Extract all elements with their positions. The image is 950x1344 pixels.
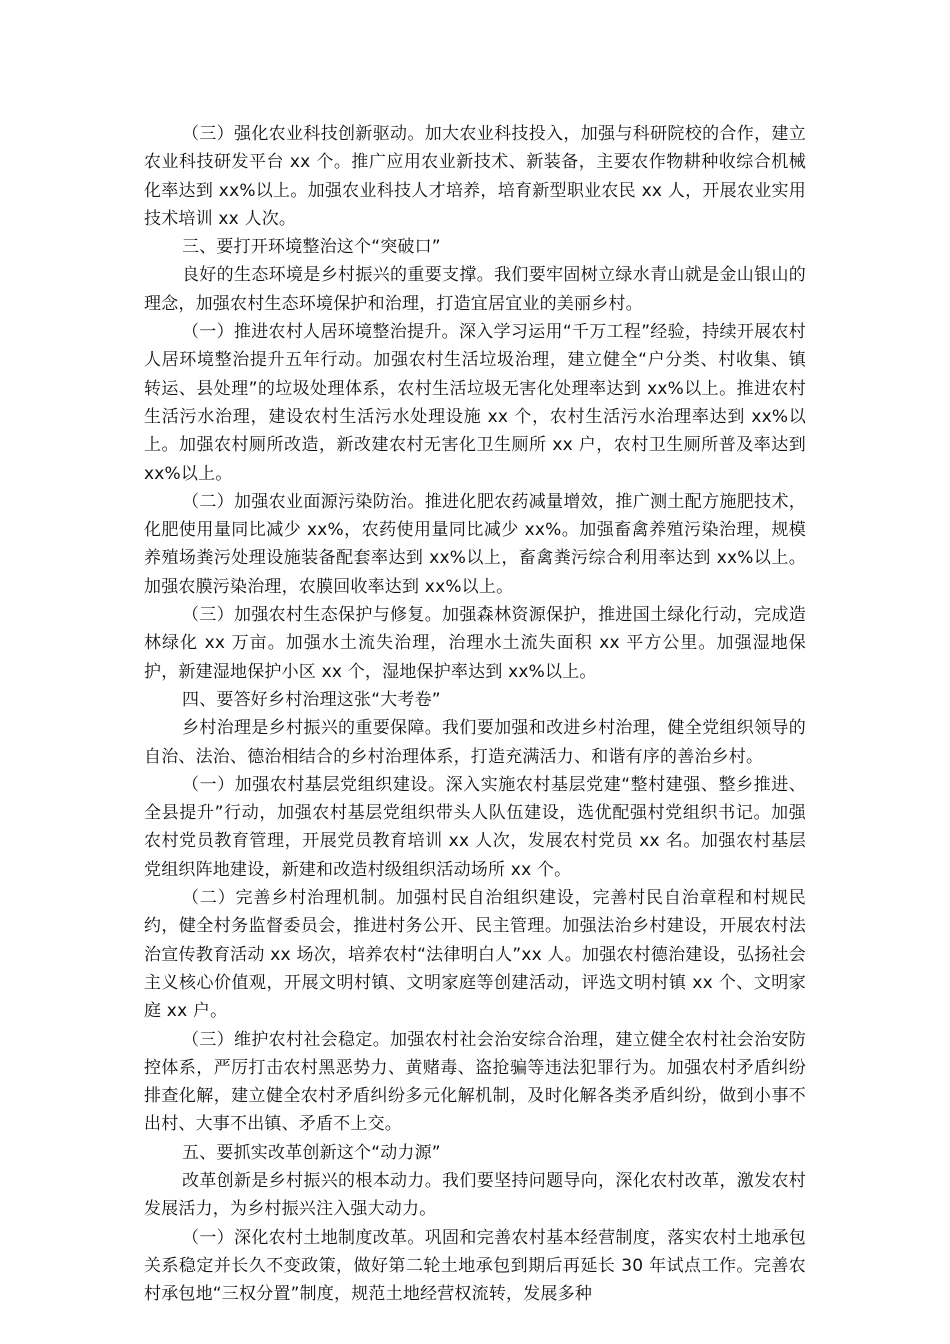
paragraph-pollution-control: （二）加强农业面源污染防治。推进化肥农药减量增效，推广测土配方施肥技术，化肥使用量同比减少 xx%，农药使用量同比减少 xx%。加强畜禽养殖污染治理，规模养殖场粪污处理设施装备配套率达到 xx%以上，畜禽粪污综合利用率达到 xx%以上。加强农膜污染治理，农膜回收率达到 xx%以上。: [144, 491, 806, 597]
paragraph-living-environment: （一）推进农村人居环境整治提升。深入学习运用“千万工程”经验，持续开展农村人居环境整治提升五年行动。加强农村生活垃圾治理，建立健全“户分类、村收集、镇转运、县处理”的垃圾处理体系，农村生活垃圾无害化处理率达到 xx%以上。推进农村生活污水治理，建设农村生活污水处理设施 xx 个，农村生活污水治理率达到 xx%以上。加强农村厕所改造，新改建农村无害化卫生厕所 xx 户，农村卫生厕所普及率达到 xx%以上。: [144, 322, 806, 484]
paragraph-environment-intro: 良好的生态环境是乡村振兴的重要支撑。我们要牢固树立绿水青山就是金山银山的理念，加强农村生态环境保护和治理，打造宜居宜业的美丽乡村。: [144, 265, 806, 314]
paragraph-governance-intro: 乡村治理是乡村振兴的重要保障。我们要加强和改进乡村治理，健全党组织领导的自治、法治、德治相结合的乡村治理体系，打造充满活力、和谐有序的善治乡村。: [144, 718, 806, 767]
paragraph-social-stability: （三）维护农村社会稳定。加强农村社会治安综合治理，建立健全农村社会治安防控体系，严厉打击农村黑恶势力、黄赌毒、盗抢骗等违法犯罪行为。加强农村矛盾纠纷排查化解，建立健全农村矛盾纠纷多元化解机制，及时化解各类矛盾纠纷，做到小事不出村、大事不出镇、矛盾不上交。: [144, 1029, 806, 1135]
paragraph-agri-tech: （三）强化农业科技创新驱动。加大农业科技投入，加强与科研院校的合作，建立农业科技研发平台 xx 个。推广应用农业新技术、新装备，主要农作物耕种收综合机械化率达到 xx%以上。加强农业科技人才培养，培育新型职业农民 xx 人，开展农业实用技术培训 xx 人次。: [144, 124, 806, 229]
section-heading-reform: 五、要抓实改革创新这个“动力源”: [182, 1142, 441, 1163]
paragraph-land-reform: （一）深化农村土地制度改革。巩固和完善农村基本经营制度，落实农村土地承包关系稳定并长久不变政策，做好第二轮土地承包到期后再延长 30 年试点工作。完善农村承包地“三权分置”制度，规范土地经营权流转，发展多种: [144, 1227, 806, 1305]
paragraph-reform-intro: 改革创新是乡村振兴的根本动力。我们要坚持问题导向，深化农村改革，激发农村发展活力，为乡村振兴注入强大动力。: [144, 1170, 806, 1220]
document-page: [144, 120, 806, 1308]
paragraph-ecological-protection: （三）加强农村生态保护与修复。加强森林资源保护，推进国土绿化行动，完成造林绿化 xx 万亩。加强水土流失治理，治理水土流失面积 xx 平方公里。加强湿地保护，新建湿地保护小区 xx 个，湿地保护率达到 xx%以上。: [144, 605, 806, 682]
paragraph-governance-mechanism: （二）完善乡村治理机制。加强村民自治组织建设，完善村民自治章程和村规民约，健全村务监督委员会，推进村务公开、民主管理。加强法治乡村建设，开展农村法治宣传教育活动 xx 场次，培养农村“法律明白人”xx 人。加强农村德治建设，弘扬社会主义核心价值观，开展文明村镇、文明家庭等创建活动，评选文明村镇 xx 个、文明家庭 xx 户。: [144, 888, 806, 1022]
section-heading-governance: 四、要答好乡村治理这张“大考卷”: [182, 689, 441, 710]
paragraph-party-building: （一）加强农村基层党组织建设。深入实施农村基层党建“整村建强、整乡推进、全县提升”行动，加强农村基层党组织带头人队伍建设，选优配强村党组织书记。加强农村党员教育管理，开展党员教育培训 xx 人次，发展农村党员 xx 名。加强农村基层党组织阵地建设，新建和改造村级组织活动场所 xx 个。: [144, 774, 806, 880]
section-heading-environment: 三、要打开环境整治这个“突破口”: [182, 237, 441, 258]
